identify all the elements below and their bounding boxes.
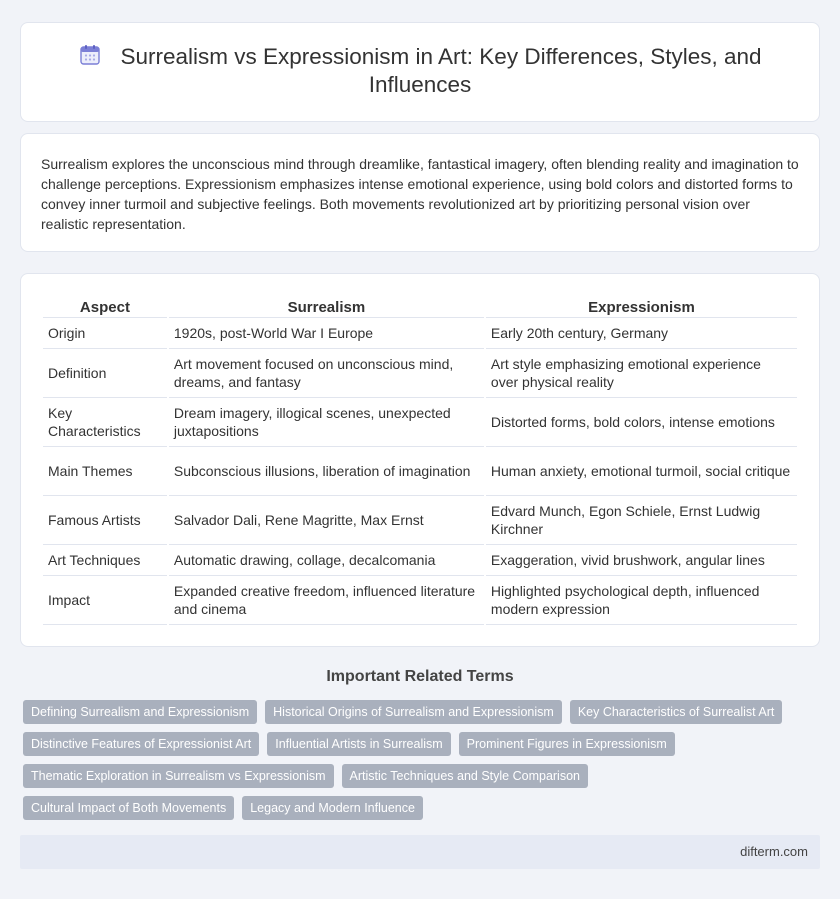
- cell-surrealism: Expanded creative freedom, influenced literature and cinema: [169, 576, 484, 625]
- table-row: [43, 398, 797, 447]
- cell-surrealism: Salvador Dali, Rene Magritte, Max Ernst: [169, 496, 484, 545]
- header-card: [20, 22, 820, 122]
- related-term-tag[interactable]: Historical Origins of Surrealism and Expressionism: [265, 700, 562, 724]
- cell-aspect: Famous Artists: [43, 496, 167, 545]
- intro-card: [20, 133, 820, 252]
- cell-surrealism: Automatic drawing, collage, decalcomania: [169, 545, 484, 576]
- table-row: [43, 447, 797, 496]
- header-aspect: Aspect: [43, 296, 167, 318]
- header-expressionism: Expressionism: [486, 296, 797, 318]
- table-row: [43, 318, 797, 349]
- related-term-tag[interactable]: Artistic Techniques and Style Comparison: [342, 764, 588, 788]
- cell-expressionism: Early 20th century, Germany: [486, 318, 797, 349]
- intro-paragraph: Surrealism explores the unconscious mind through dreamlike, fantastical imagery, often blending reality and imagination to challenge perceptions. Expressionism emphasizes intense emotional experience, using bold colors and distorted forms to convey inner turmoil and subjective feelings. Both movements revolutionized art by prioritizing personal vision over realistic representation.: [41, 156, 799, 232]
- cell-aspect: Origin: [43, 318, 167, 349]
- cell-aspect: Impact: [43, 576, 167, 625]
- cell-expressionism: Art style emphasizing emotional experience over physical reality: [486, 349, 797, 398]
- cell-surrealism: Art movement focused on unconscious mind, dreams, and fantasy: [169, 349, 484, 398]
- related-term-tag[interactable]: Defining Surrealism and Expressionism: [23, 700, 257, 724]
- cell-surrealism: Subconscious illusions, liberation of imagination: [169, 447, 484, 496]
- related-terms-list: [23, 700, 793, 820]
- related-term-tag[interactable]: Prominent Figures in Expressionism: [459, 732, 675, 756]
- related-term-tag[interactable]: Key Characteristics of Surrealist Art: [570, 700, 783, 724]
- cell-aspect: Main Themes: [43, 447, 167, 496]
- footer: [20, 835, 820, 869]
- cell-aspect: Definition: [43, 349, 167, 398]
- cell-expressionism: Distorted forms, bold colors, intense emotions: [486, 398, 797, 447]
- cell-aspect: Key Characteristics: [43, 398, 167, 447]
- related-term-tag[interactable]: Thematic Exploration in Surrealism vs Expressionism: [23, 764, 334, 788]
- related-term-tag[interactable]: Cultural Impact of Both Movements: [23, 796, 234, 820]
- page-title-text: Surrealism vs Expressionism in Art: Key Differences, Styles, and Influences: [120, 44, 762, 97]
- table-row: [43, 576, 797, 625]
- comparison-card: [20, 273, 820, 647]
- cell-expressionism: Edvard Munch, Egon Schiele, Ernst Ludwig Kirchner: [486, 496, 797, 545]
- cell-expressionism: Exaggeration, vivid brushwork, angular lines: [486, 545, 797, 576]
- calendar-icon: [78, 43, 102, 67]
- cell-surrealism: Dream imagery, illogical scenes, unexpected juxtapositions: [169, 398, 484, 447]
- cell-surrealism: 1920s, post-World War I Europe: [169, 318, 484, 349]
- table-row: [43, 496, 797, 545]
- footer-site-link[interactable]: difterm.com: [740, 844, 808, 859]
- table-header-row: [43, 296, 797, 318]
- related-terms-title: Important Related Terms: [326, 668, 514, 685]
- title-row: [61, 43, 779, 99]
- cell-aspect: Art Techniques: [43, 545, 167, 576]
- table-row: [43, 349, 797, 398]
- related-term-tag[interactable]: Legacy and Modern Influence: [242, 796, 423, 820]
- page-title: [61, 43, 779, 99]
- related-term-tag[interactable]: Influential Artists in Surrealism: [267, 732, 450, 756]
- comparison-table: [41, 296, 799, 625]
- cell-expressionism: Human anxiety, emotional turmoil, social critique: [486, 447, 797, 496]
- header-surrealism: Surrealism: [169, 296, 484, 318]
- cell-expressionism: Highlighted psychological depth, influenced modern expression: [486, 576, 797, 625]
- table-row: [43, 545, 797, 576]
- related-term-tag[interactable]: Distinctive Features of Expressionist Art: [23, 732, 259, 756]
